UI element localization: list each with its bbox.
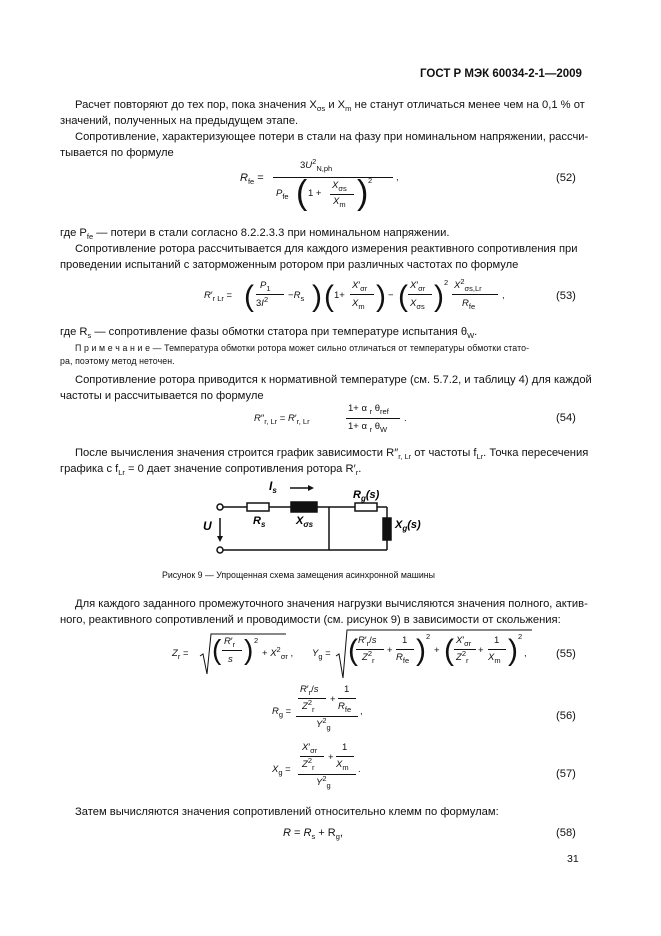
label-current-is: $I_s$ — [269, 479, 277, 495]
formula-56: $R_g$ = $R'_r/s$ $Z^2_r$ + 1 $R_{fe}$ $Y^2_g$ , — [272, 684, 363, 732]
where-rs: где $R_s$ — сопротивление фазы обмотки статора при температуре испытания $\theta_W$. — [60, 326, 478, 341]
eq-number-55: (55) — [556, 648, 576, 660]
inductor-xs — [291, 502, 317, 512]
formula-58: $R = R_s + R_g$, — [283, 827, 343, 842]
eq-number-53: (53) — [556, 290, 576, 302]
paragraph-reference-temperature-cont: частоты и рассчитывается по формуле — [60, 390, 264, 402]
paragraph-iteration: Расчет повторяют до тех пор, пока значения $X_{\sigma s}$ и $X_m$ не станут отличаться менее чем на 0,1 % от — [75, 99, 585, 114]
formula-52: $R_{fe}$ = $3U^2_{N,ph}$ $P_{fe}$ ( 1 + $X_{\sigma s}$ $X_m$ ) 2 , — [240, 156, 399, 212]
note-line-1: П р и м е ч а н и е — Температура обмотки ротора может сильно отличаться от температуры обмотки стато- — [75, 343, 530, 353]
eq-number-52: (52) — [556, 172, 576, 184]
formula-54: $R''_{r, Lr} = R'_{r, Lr}$ 1+ α $_r$ $\theta_{ref}$ 1+ α $_r$ $\theta_W$ . — [254, 403, 407, 434]
paragraph-impedances-cont: ного, реактивного сопротивлений и проводимости (см. рисунок 9) в зависимости от скольжения: — [60, 614, 561, 626]
paragraph-iron-loss: Сопротивление, характеризующее потери в стали на фазу при номинальном напряжении, рассчи- — [75, 131, 589, 143]
running-header: ГОСТ Р МЭК 60034-2-1—2009 — [420, 68, 582, 80]
paragraph-iron-loss-cont: тывается по формуле — [60, 147, 174, 159]
formula-57: $X_g$ = $X'_{\sigma r}$ $Z^2_r$ + 1 $X_m$ $Y^2_g$ . — [272, 742, 361, 790]
note-line-2: ра, поэтому метод неточен. — [60, 356, 175, 366]
paragraph-reference-temperature: Сопротивление ротора приводится к нормативной температуре (см. 5.7.2, и таблицу 4) для каждой — [75, 374, 592, 386]
paragraph-graph-cont: графика с $f_{Lr} = 0$ дает значение сопротивления ротора $R'_r$. — [60, 463, 362, 478]
eq-number-54: (54) — [556, 412, 576, 424]
label-rg: $R_g(s)$ — [353, 489, 380, 503]
eq-number-56: (56) — [556, 710, 576, 722]
label-xs: $X_{\sigma s}$ — [296, 515, 314, 529]
formula-53: $R'_{r Lr}$ = ( $P_1$ $3I^2$ $-R_s$ ) ( 1+ $X'_{\sigma r}$ $X_m$ ) − ( $X'_{\sigma r}$ $X_{\sigma s}$ ) 2 $X^2_{\sigma s,Lr}$ $R_{fe}$ , — [204, 276, 505, 313]
resistor-rg — [355, 503, 377, 511]
page-number: 31 — [567, 853, 579, 865]
eq-number-58: (58) — [556, 827, 576, 839]
paragraph-rotor-resistance: Сопротивление ротора рассчитывается для каждого измерения реактивного сопротивления при — [75, 243, 578, 255]
where-pfe: где $P_{fe}$ — потери в стали согласно 8.2.2.3.3 при номинальном напряжении. — [60, 227, 450, 242]
eq-number-57: (57) — [556, 768, 576, 780]
paragraph-graph: После вычисления значения строится график зависимости $R''_{r, Lr}$ от частоты $f_{Lr}$. Точка пересечения — [75, 447, 589, 462]
inductor-xg — [383, 518, 391, 540]
paragraph-impedances: Для каждого заданного промежуточного значения нагрузки вычисляются значения полного, актив- — [75, 598, 588, 610]
paragraph-terminal-resistances: Затем вычисляются значения сопротивлений относительно клемм по формулам: — [75, 806, 499, 818]
formula-55: $Z_r$ = ( $R'_r$ s ) 2 + $X^2_{\sigma r}$ , $Y_g$ = ( $R'_r/s$ $Z^2_r$ + 1 $R_{fe}$ ) 2 + ( $X'_{\sigma r}$ $Z^2_r$ + 1 $X_m$ ) 2 , — [172, 628, 552, 684]
equivalent-circuit-diagram — [195, 478, 421, 558]
paragraph-iteration-cont: значений, полученных на предыдущем этапе. — [60, 115, 299, 127]
label-voltage-u: U — [203, 519, 212, 533]
paragraph-rotor-resistance-cont: проведении испытаний с заторможенным ротором при различных частотах по формуле — [60, 259, 519, 271]
resistor-rs — [247, 503, 269, 511]
label-rs: $R_s$ — [253, 515, 266, 529]
figure-caption: Рисунок 9 — Упрощенная схема замещения асинхронной машины — [162, 570, 435, 580]
label-xg: $X_g(s)$ — [395, 519, 421, 533]
